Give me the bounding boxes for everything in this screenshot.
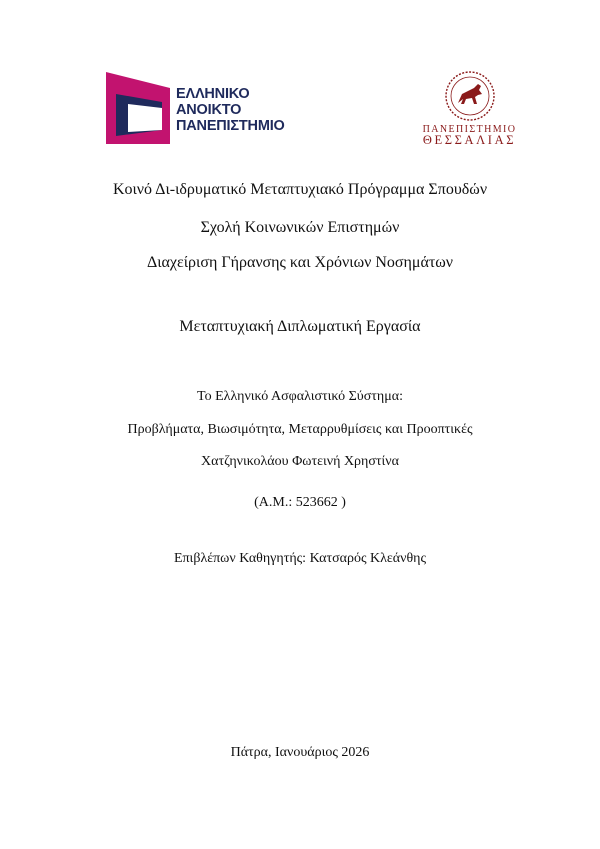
place-date: Πάτρα, Ιανουάριος 2026 xyxy=(230,745,370,760)
specialization-name: Διαχείριση Γήρανσης και Χρόνιων Νοσημάτων xyxy=(146,254,454,271)
school-name: Σχολή Κοινωνικών Επιστημών xyxy=(200,219,400,236)
uth-wordmark-line2: ΘΕΣΣΑΛΙΑΣ xyxy=(422,133,517,147)
student-id: (Α.Μ.: 523662 ) xyxy=(254,495,346,510)
hou-wordmark xyxy=(176,86,285,134)
uth-wordmark-line1: ΠΑΝΕΠΙΣΤΗΜΙΟ xyxy=(422,124,517,135)
author-name: Χατζηνικολάου Φωτεινή Χρηστίνα xyxy=(201,454,399,469)
university-of-thessaly-logo xyxy=(412,70,527,150)
hou-wordmark-line: ΠΑΝΕΠΙΣΤΗΜΙΟ xyxy=(176,118,285,134)
hou-wordmark-line: ΕΛΛΗΝΙΚΟ xyxy=(176,86,250,102)
thesis-type: Μεταπτυχιακή Διπλωματική Εργασία xyxy=(179,318,421,335)
supervisor: Επιβλέπων Καθηγητής: Κατσαρός Κλεάνθης xyxy=(173,551,427,566)
hou-emblem-icon xyxy=(106,72,170,144)
uth-wordmark xyxy=(412,124,527,146)
thesis-title-line2: Προβλήματα, Βιωσιμότητα, Μεταρρυθμίσεις και Προοπτικές xyxy=(127,422,473,437)
program-title: Κοινό Δι-ιδρυματικό Μεταπτυχιακό Πρόγραμμα Σπουδών xyxy=(112,181,488,198)
hellenic-open-university-logo xyxy=(106,72,296,144)
thessaly-horse-seal-icon xyxy=(444,70,496,122)
thesis-title-line1: Το Ελληνικό Ασφαλιστικό Σύστημα: xyxy=(197,389,403,404)
hou-wordmark-line: ΑΝΟΙΚΤΟ xyxy=(176,102,242,118)
